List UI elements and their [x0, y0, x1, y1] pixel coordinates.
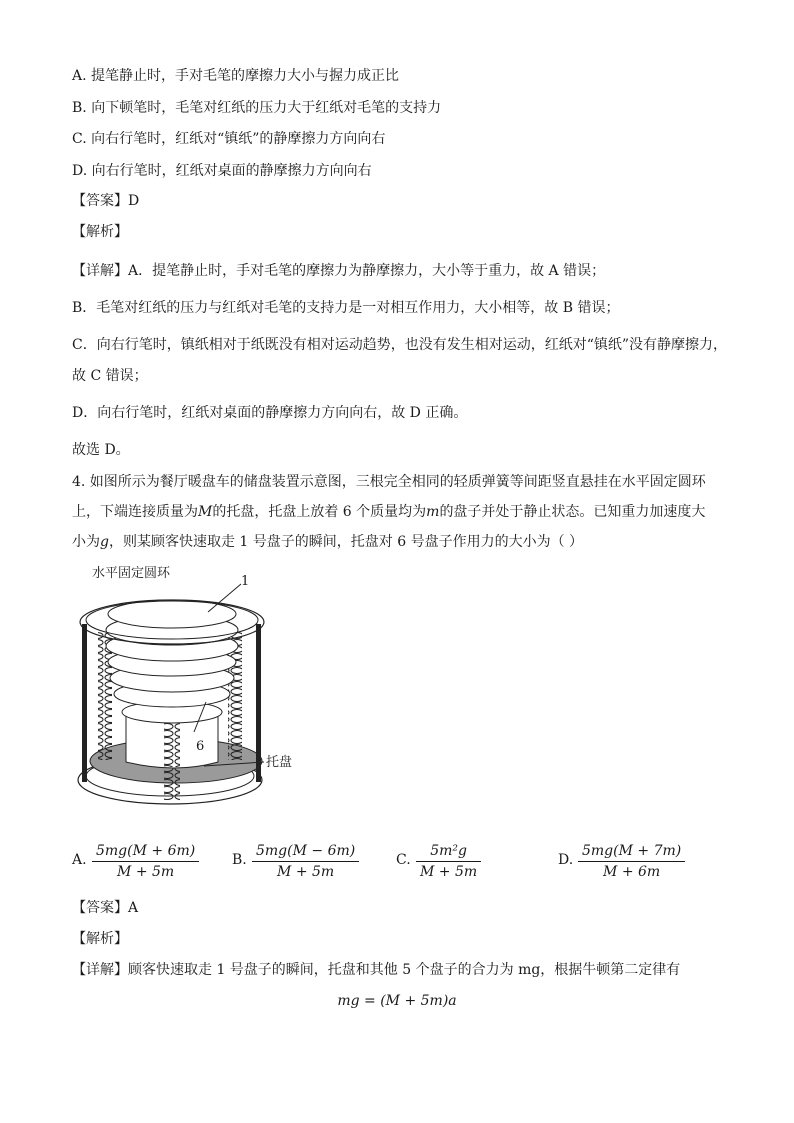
- q4-text: 小为: [72, 534, 100, 550]
- fraction: [578, 842, 685, 881]
- label-tray: 托盘: [266, 755, 293, 770]
- detail-q3-line-5: D．向右行笔时，红纸对桌面的静摩擦力方向向右，故 D 正确。: [72, 405, 468, 421]
- q4-text: 的托盘，托盘上放着 6 个质量均为: [212, 504, 427, 520]
- denominator: M + 5m: [420, 864, 478, 880]
- detail-q4: 【详解】顾客快速取走 1 号盘子的瞬间，托盘和其他 5 个盘子的合力为 mg，根据牛顿第二定律有: [72, 962, 681, 978]
- choice-label: B.: [232, 852, 247, 868]
- analysis-tag-q4: 【解析】: [72, 931, 128, 947]
- equation-newton: mg = (M + 5m)a: [337, 993, 457, 1009]
- numerator: 5mg(M − 6m): [256, 843, 356, 859]
- denominator: M + 5m: [277, 864, 335, 880]
- choice-a-q4: [72, 842, 222, 882]
- answer-q4: 【答案】A: [72, 900, 139, 916]
- choice-c-q4: [396, 842, 516, 882]
- choice-b-q4: [232, 842, 382, 882]
- fraction-bar: [252, 861, 359, 862]
- left-pole: [82, 624, 87, 782]
- question4-line-2: [72, 502, 705, 522]
- label-plate-6: 6: [196, 739, 205, 754]
- fraction: [92, 842, 199, 881]
- answer-q3: 【答案】D: [72, 193, 140, 209]
- fraction: [416, 842, 481, 881]
- option-c-q3: C. 向右行笔时，红纸对“镇纸”的静摩擦力方向向右: [72, 131, 386, 147]
- denominator: M + 5m: [117, 864, 175, 880]
- option-a-q3: A. 提笔静止时，手对毛笔的摩擦力大小与握力成正比: [72, 68, 400, 84]
- right-pole: [256, 624, 261, 782]
- var-M: M: [198, 504, 213, 520]
- label-fixed-ring: 水平固定圆环: [92, 566, 171, 581]
- var-m: m: [426, 504, 440, 520]
- fraction-bar: [92, 861, 199, 862]
- question4-line-1: 4. 如图所示为餐厅暖盘车的储盘装置示意图，三根完全相同的轻质弹簧等间距竖直悬挂在水平固定圆环: [72, 474, 706, 490]
- q4-text: 上，下端连接质量为: [72, 504, 198, 520]
- fraction-bar: [578, 861, 685, 862]
- numerator: 5mg(M + 6m): [96, 843, 196, 859]
- plate-warmer-svg: [76, 562, 306, 824]
- var-g: g: [100, 534, 109, 550]
- detail-q3-line-4: 故 C 错误；: [72, 368, 148, 384]
- detail-q3-line-6: 故选 D。: [72, 442, 130, 458]
- denominator: M + 6m: [603, 864, 661, 880]
- fraction: [252, 842, 359, 881]
- q4-text: ，则某顾客快速取走 1 号盘子的瞬间，托盘对 6 号盘子作用力的大小为（ ）: [108, 534, 584, 550]
- choice-d-q4: [558, 842, 708, 882]
- detail-q3-line-2: B．毛笔对红纸的压力与红纸对毛笔的支持力是一对相互作用力，大小相等，故 B 错误；: [72, 300, 620, 316]
- label-plate-1: 1: [241, 574, 250, 589]
- plate-warmer-figure: [76, 562, 306, 824]
- question4-line-3: [72, 532, 583, 552]
- analysis-tag-q3: 【解析】: [72, 224, 128, 240]
- choice-label: A.: [72, 852, 87, 868]
- detail-q3-line-1: 【详解】A．提笔静止时，手对毛笔的摩擦力为静摩擦力，大小等于重力，故 A 错误；: [72, 263, 606, 279]
- option-b-q3: B. 向下顿笔时，毛笔对红纸的压力大于红纸对毛笔的支持力: [72, 100, 442, 116]
- numerator: 5mg(M + 7m): [582, 843, 682, 859]
- option-d-q3: D. 向右行笔时，红纸对桌面的静摩擦力方向向右: [72, 163, 372, 179]
- q4-text: 的盘子并处于静止状态。已知重力加速度大: [439, 504, 706, 520]
- choice-label: D.: [558, 852, 574, 868]
- detail-q3-line-3: C．向右行笔时，镇纸相对于纸既没有相对运动趋势，也没有发生相对运动，红纸对“镇纸”没有静摩擦力，: [72, 337, 728, 353]
- fraction-bar: [416, 861, 481, 862]
- choice-label: C.: [396, 852, 411, 868]
- numerator: 5m²g: [430, 843, 467, 859]
